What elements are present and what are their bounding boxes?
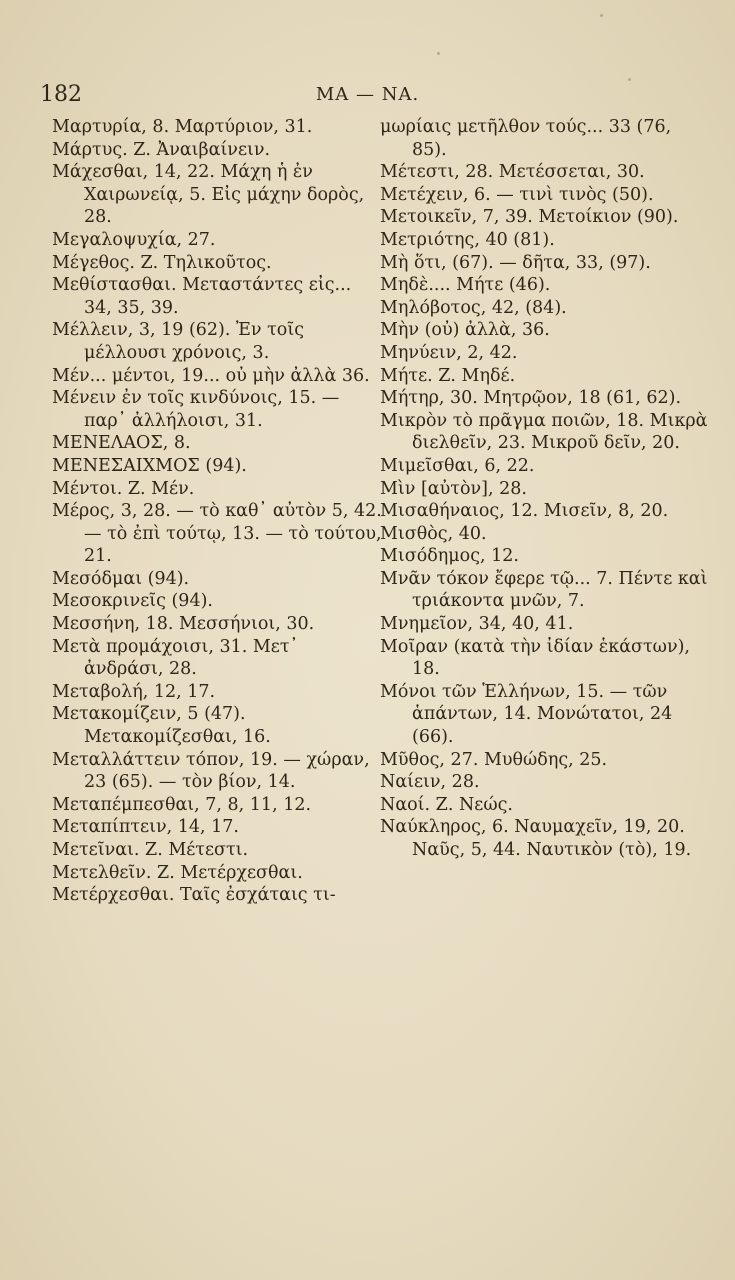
index-entry: ΜΕΝΕΛΑΟΣ, 8. [52,433,191,454]
index-entry: Μετριότης, 40 (81). [380,229,555,250]
index-entry: Μεταβολή, 12, 17. [52,681,216,702]
index-entry: Μισόδημος, 12. [380,546,519,567]
index-entry: Μόνοι τῶν Ἑλλήνων, 15. — τῶν ἁπάντων, 14. Μονώτατοι, 24 (66). [380,681,673,748]
index-entry: Μαρτυρία, 8. Μαρτύριον, 31. [52,117,313,137]
index-entry: Μισθὸς, 40. [380,523,487,544]
index-entry: Ναοί. Ζ. Νεώς. [380,794,513,815]
index-entry: Μὴν (οὐ) ἀλλὰ, 36. [380,320,550,341]
index-entry: Μεγαλοψυχία, 27. [52,229,216,250]
index-entry: Μεσσήνη, 18. Μεσσήνιοι, 30. [52,614,315,635]
index-entry: Μήτε. Ζ. Μηδέ. [380,365,516,386]
index-entry: Μέντοι. Ζ. Μέν. [52,478,195,499]
index-entry: Μάρτυς. Ζ. Ἀναιβαίνειν. [52,139,271,160]
index-entry: Μετελθεῖν. Ζ. Μετέρχεσθαι. [52,862,303,883]
index-entry: Μέλλειν, 3, 19 (62). Ἐν τοῖς μέλλουσι χρόνοις, 3. [52,320,305,363]
paper-speck [437,52,440,55]
index-entry: Μισαθήναιος, 12. Μισεῖν, 8, 20. [380,501,669,522]
index-entry: Μετακομίζειν, 5 (47). Μετακομίζεσθαι, 16. [52,704,271,748]
index-entry: Μεθίστασθαι. Μεταστάντες εἰς... 34, 35, 39. [52,275,352,318]
index-entry: Μηδὲ.... Μήτε (46). [380,275,551,296]
paper-speck [600,14,603,17]
index-entry: Μάχεσθαι, 14, 22. Μάχη ἡ ἐν Χαιρωνείᾳ, 5. Εἰς μάχην δορὸς, 28. [52,162,365,228]
index-entry: Μὶν [αὐτὸν], 28. [380,478,527,499]
paper-speck [628,78,631,81]
index-entry: Μετέρχεσθαι. Ταῖς ἐσχάταις τι- [52,885,336,906]
left-column [52,116,382,907]
right-column [380,116,710,862]
index-entry: Μνημεῖον, 34, 40, 41. [380,614,574,635]
index-entry: Ναίειν, 28. [380,772,480,793]
index-entry: ΜΕΝΕΣΑΙΧΜΟΣ (94). [52,455,247,476]
index-entry: Μένειν ἐν τοῖς κινδύνοις, 15. — παρ᾽ ἀλλήλοισι, 31. [52,388,340,431]
index-entry: Μεσοκρινεῖς (94). [52,591,213,612]
index-entry: Μετέχειν, 6. — τινὶ τινὸς (50). [380,184,654,205]
index-entry: Μικρὸν τὸ πρᾶγμα ποιῶν, 18. Μικρὰ διελθεῖν, 23. Μικροῦ δεῖν, 20. [380,410,708,454]
index-entry: μωρίαις μετῆλθον τούς... 33 (76, 85). [380,117,672,160]
index-entry: Μέτεστι, 28. Μετέσσεται, 30. [380,162,645,183]
index-entry: Μὴ ὅτι, (67). — δῆτα, 33, (97). [380,252,651,273]
index-entry: Ναύκληρος, 6. Ναυμαχεῖν, 19, 20. Ναῦς, 5, 44. Ναυτικὸν (τὸ), 19. [380,817,692,860]
index-entry: Μέρος, 3, 28. — τὸ καθ᾽ αὐτὸν 5, 42. — τὸ ἐπὶ τούτῳ, 13. — τὸ τούτου, 21. [52,501,382,567]
index-entry: Μνᾶν τόκον ἔφερε τῷ... 7. Πέντε καὶ τριάκοντα μνῶν, 7. [380,568,708,612]
index-entry: Μοῖραν (κατὰ τὴν ἰδίαν ἑκάστων), 18. [380,636,690,680]
index-entry: Μέν... μέντοι, 19... οὐ μὴν ἀλλὰ 36. [52,365,370,386]
index-entry: Μεταπίπτειν, 14, 17. [52,817,239,838]
index-entry: Μιμεῖσθαι, 6, 22. [380,455,535,476]
index-entry: Μετεῖναι. Ζ. Μέτεστι. [52,840,249,860]
index-entry: Μῦθος, 27. Μυθώδης, 25. [380,749,608,770]
index-entry: Μήτηρ, 30. Μητρῷον, 18 (61, 62). [380,388,682,409]
index-entry: Μεταλλάττειν τόπον, 19. — χώραν, 23 (65). — τὸν βίον, 14. [52,749,370,793]
index-entry: Μεσόδμαι (94). [52,568,190,589]
running-head: ΜΑ — ΝΑ. [315,84,420,105]
index-entry: Μηλόβοτος, 42, (84). [380,297,567,318]
index-entry: Μηνύειν, 2, 42. [380,342,518,363]
index-entry: Μέγεθος. Ζ. Τηλικοῦτος. [52,252,272,273]
index-entry: Μετὰ προμάχοισι, 31. Μετ᾽ ἀνδράσι, 28. [52,636,299,680]
page-number: 182 [40,82,82,107]
index-entry: Μεταπέμπεσθαι, 7, 8, 11, 12. [52,794,312,815]
index-entry: Μετοικεῖν, 7, 39. Μετοίκιον (90). [380,207,679,228]
